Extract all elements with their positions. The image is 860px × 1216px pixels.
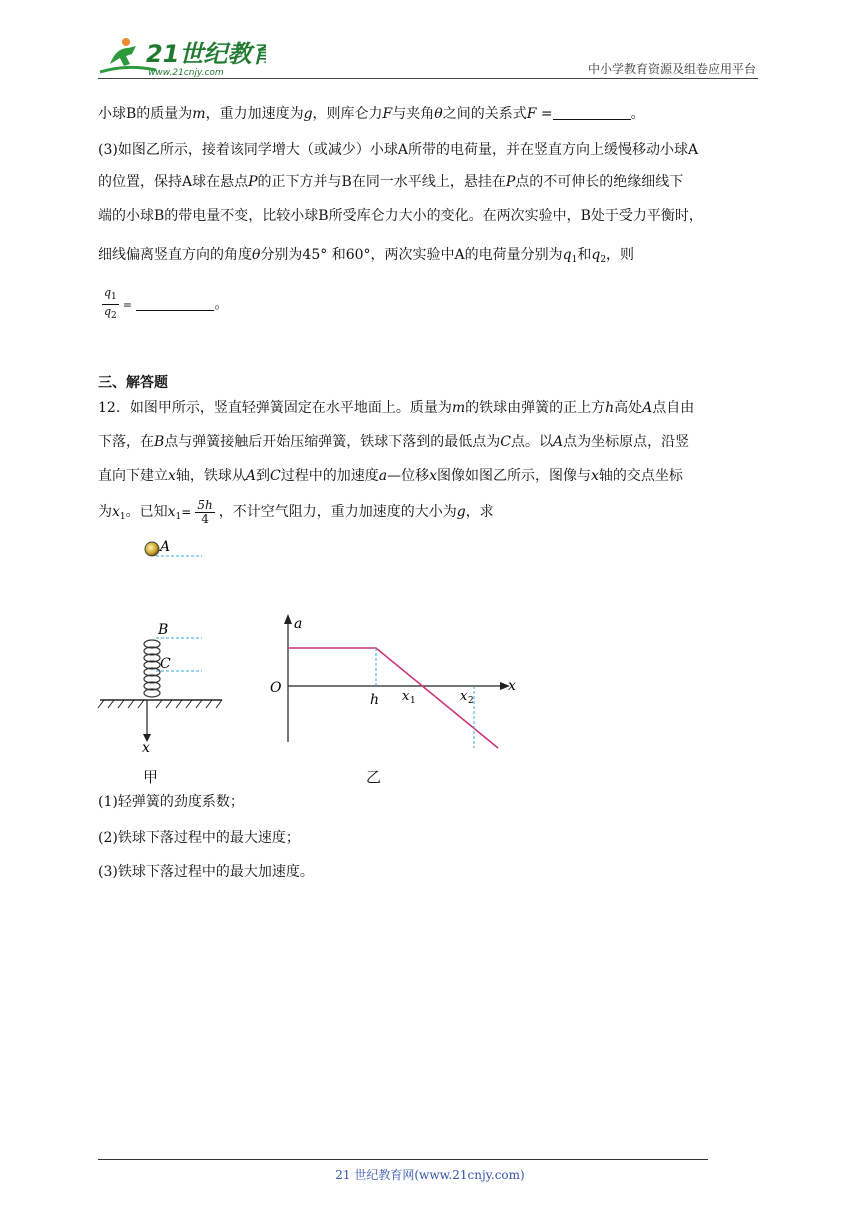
q12-line2: 下落，在B点与弹簧接触后开始压缩弹簧，铁球下落到的最低点为C点。以A点为坐标原点，沿竖 xyxy=(98,434,690,450)
q11-p3-line3: 端的小球B的带电量不变，比较小球B所受库仑力大小的变化。在两次实验中，B处于受力平衡时， xyxy=(98,208,703,224)
label-O: O xyxy=(270,680,282,696)
spring-diagram xyxy=(96,534,236,764)
logo-text: 21世纪教育 xyxy=(146,40,266,68)
caption-yi: 乙 xyxy=(366,768,382,786)
label-B: B xyxy=(158,622,169,638)
label-x2-sub: 2 xyxy=(468,696,474,706)
a-x-graph xyxy=(262,612,542,762)
label-A: A xyxy=(160,539,171,555)
x1-fraction: $\frac{5h}{4}$ xyxy=(197,497,213,526)
q11-ratio-line: $\frac{q_1}{q_2}$ = 。 xyxy=(104,286,229,321)
q12-sub1: (1)轻弹簧的劲度系数； xyxy=(98,794,244,810)
header-platform-text: 中小学教育资源及组卷应用平台 xyxy=(587,62,756,76)
label-C: C xyxy=(160,656,171,672)
answer-blank-1[interactable] xyxy=(553,105,631,120)
q11-p3-line2: 的位置，保持A球在悬点P的正下方并与B在同一水平线上，悬挂在P点的不可伸长的绝缘细线下 xyxy=(98,174,684,190)
label-x: x xyxy=(142,740,150,756)
label-x1-sub: 1 xyxy=(410,696,416,706)
label-h: h xyxy=(370,692,380,708)
label-x-yi: x xyxy=(508,678,516,694)
footer-link[interactable]: 21 世纪教育网(www.21cnjy.com) xyxy=(335,1168,525,1182)
iron-ball xyxy=(145,542,159,556)
q12-line3: 直向下建立x轴，铁球从A到C过程中的加速度a—位移x图像如图乙所示，图像与x轴的交点坐标 xyxy=(98,468,683,484)
figure-yi xyxy=(262,612,542,762)
logo-url: www.21cnjy.com xyxy=(148,68,224,78)
label-a: a xyxy=(294,616,303,632)
ratio-fraction: $\frac{q_1}{q_2}$ xyxy=(104,286,117,321)
q12-sub2: (2)铁球下落过程中的最大速度； xyxy=(98,830,300,846)
spring xyxy=(144,640,160,697)
section-title: 三、解答题 xyxy=(98,375,168,391)
label-x1: x xyxy=(402,689,410,704)
header-divider xyxy=(98,78,758,79)
ground-hatch xyxy=(98,700,222,708)
q12-line4: 为$x_1$。已知$x_1=$ $\frac{5h}{4}$ ，不计空气阻力，重力加速度的大小为g，求 xyxy=(98,497,494,526)
q12-line1: 12．如图甲所示，竖直轻弹簧固定在水平地面上。质量为m的铁球由弹簧的正上方h高处A点自由 xyxy=(98,400,695,416)
figure-jia xyxy=(96,534,236,764)
logo-graphic xyxy=(96,34,266,78)
site-logo[interactable] xyxy=(96,34,266,78)
label-x2: x xyxy=(460,689,468,704)
answer-blank-2[interactable] xyxy=(136,296,214,311)
footer-divider xyxy=(98,1159,708,1160)
caption-jia: 甲 xyxy=(143,768,159,786)
q12-sub3: (3)铁球下落过程中的最大加速度。 xyxy=(98,864,314,880)
q11-p3-line4: 细线偏离竖直方向的角度θ分别为45° 和60°，两次实验中A的电荷量分别为$q_1$和$q_2$，则 xyxy=(98,247,635,265)
q11-line1: 小球B的质量为m，重力加速度为g，则库仑力F与夹角θ之间的关系式F = 。 xyxy=(98,106,645,122)
q11-p3-line1: (3)如图乙所示，接着该同学增大（或减少）小球A所带的电荷量，并在竖直方向上缓慢移动小球A xyxy=(98,142,699,158)
